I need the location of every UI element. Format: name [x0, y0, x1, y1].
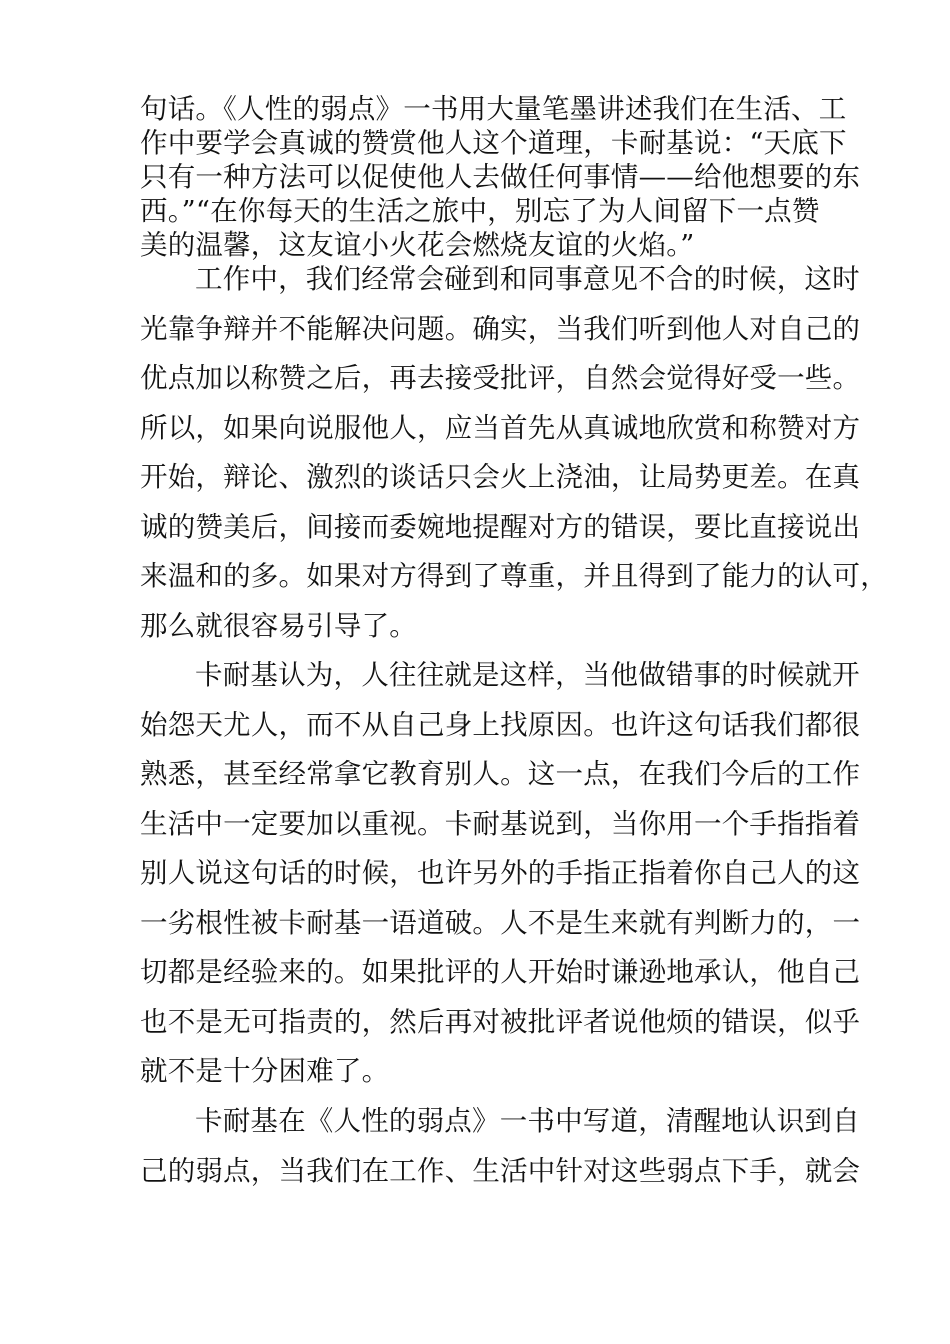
text-line: 卡耐基在《人性的弱点》一书中写道，清醒地认识到自: [195, 1105, 860, 1137]
paragraph-know-weaknesses: [140, 1097, 861, 1196]
text-line: 熟悉，甚至经常拿它教育别人。这一点，在我们今后的工作: [140, 758, 861, 790]
text-line: 一劣根性被卡耐基一语道破。人不是生来就有判断力的，一: [140, 906, 861, 939]
text-line: 那么就很容易引导了。: [140, 609, 417, 642]
text-line: 只有一种方法可以促使他人去做任何事情——给他想要的东: [140, 161, 861, 193]
paragraph-blame-others: [140, 651, 861, 1097]
text-line: 西。”“在你每天的生活之旅中，别忘了为人间留下一点赞: [140, 195, 820, 227]
text-line: 卡耐基认为，人往往就是这样，当他做错事的时候就开: [195, 659, 860, 691]
text-line: 美的温馨，这友谊小火花会燃烧友谊的火焰。”: [140, 229, 695, 261]
text-line: 所以，如果向说服他人，应当首先从真诚地欣赏和称赞对方: [140, 411, 861, 444]
text-line: 优点加以称赞之后，再去接受批评，自然会觉得好受一些。: [140, 362, 861, 394]
text-line: 己的弱点，当我们在工作、生活中针对这些弱点下手，就会: [140, 1154, 861, 1187]
text-line: 也不是无可指责的，然后再对被批评者说他烦的错误，似乎: [140, 1005, 861, 1038]
text-line: 作中要学会真诚的赞赏他人这个道理，卡耐基说：“天底下: [140, 127, 847, 159]
text-line: 诚的赞美后，间接而委婉地提醒对方的错误，要比直接说出: [140, 510, 861, 543]
text-line: 工作中，我们经常会碰到和同事意见不合的时候，这时: [195, 263, 860, 295]
text-line: 光靠争辩并不能解决问题。确实，当我们听到他人对自己的: [140, 312, 861, 345]
text-line: 别人说这句话的时候，也许另外的手指正指着你自己人的这: [140, 857, 861, 889]
text-line: 生活中一定要加以重视。卡耐基说到，当你用一个手指指着: [140, 807, 861, 840]
text-line: 开始，辩论、激烈的谈话只会火上浇油，让局势更差。在真: [140, 461, 861, 493]
text-line: 切都是经验来的。如果批评的人开始时谦逊地承认，他自己: [140, 956, 861, 988]
text-line: 就不是十分困难了。: [140, 1055, 390, 1087]
text-line: 句话。《人性的弱点》一书用大量笔墨讲述我们在生活、工: [140, 93, 847, 125]
paragraph-workplace-disagreement: [140, 255, 888, 651]
continuation-paragraph: [140, 92, 861, 262]
text-line: 始怨天尤人，而不从自己身上找原因。也许这句话我们都很: [140, 708, 861, 741]
text-line: 来温和的多。如果对方得到了尊重，并且得到了能力的认可，: [140, 560, 888, 592]
